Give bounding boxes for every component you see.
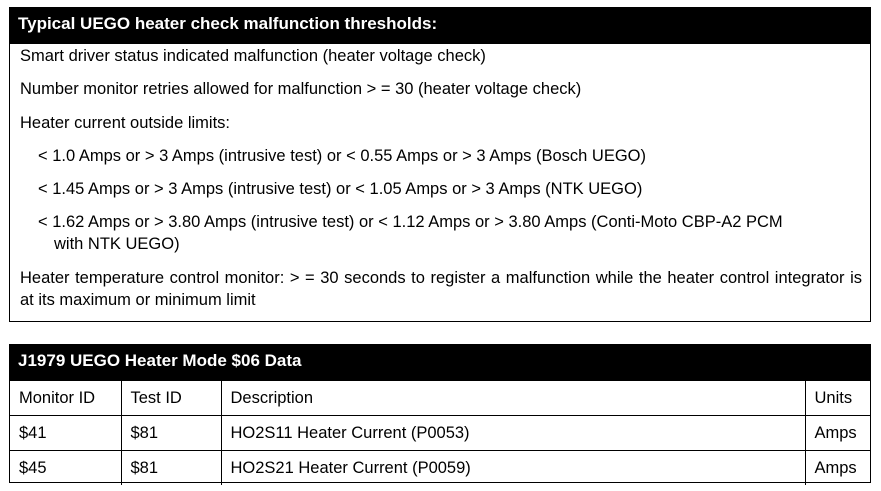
mode06-table (10, 381, 870, 485)
table-row (10, 451, 870, 486)
cell-test-id: $81 (121, 451, 221, 486)
threshold-line-bosch: < 1.0 Amps or > 3 Amps (intrusive test) or < 0.55 Amps or > 3 Amps (Bosch UEGO) (38, 147, 647, 165)
cell-test-id: $81 (121, 416, 221, 451)
threshold-line-smart-driver: Smart driver status indicated malfunction (heater voltage check) (20, 47, 486, 65)
threshold-line-conti-moto: < 1.62 Amps or > 3.80 Amps (intrusive test) or < 1.12 Amps or > 3.80 Amps (Conti-Moto CBP-A2 PCM (38, 213, 783, 231)
cell-units: Amps (805, 416, 870, 451)
cell-monitor-id: $45 (10, 451, 121, 486)
threshold-line-retries: Number monitor retries allowed for malfunction > = 30 (heater voltage check) (20, 80, 582, 98)
cell-description: HO2S21 Heater Current (P0059) (221, 451, 805, 486)
column-header-units: Units (805, 381, 870, 416)
cell-description: HO2S11 Heater Current (P0053) (221, 416, 805, 451)
threshold-line-current-heading: Heater current outside limits: (20, 114, 230, 132)
column-header-test-id: Test ID (121, 381, 221, 416)
cell-monitor-id: $41 (10, 416, 121, 451)
threshold-line-conti-moto-cont: with NTK UEGO) (54, 235, 180, 253)
column-header-monitor-id: Monitor ID (10, 381, 121, 416)
table-row (10, 416, 870, 451)
thresholds-panel (9, 7, 871, 322)
thresholds-title: Typical UEGO heater check malfunction thresholds: (10, 8, 870, 44)
column-header-description: Description (221, 381, 805, 416)
threshold-line-ntk: < 1.45 Amps or > 3 Amps (intrusive test) or < 1.05 Amps or > 3 Amps (NTK UEGO) (38, 180, 643, 198)
mode06-title: J1979 UEGO Heater Mode $06 Data (10, 345, 870, 381)
threshold-line-temperature-control: Heater temperature control monitor: > = 30 seconds to register a malfunction while the heater control integrator is at its maximum or minimum limit (20, 269, 862, 309)
table-header-row (10, 381, 870, 416)
mode06-panel (9, 344, 871, 483)
cell-units: Amps (805, 451, 870, 486)
